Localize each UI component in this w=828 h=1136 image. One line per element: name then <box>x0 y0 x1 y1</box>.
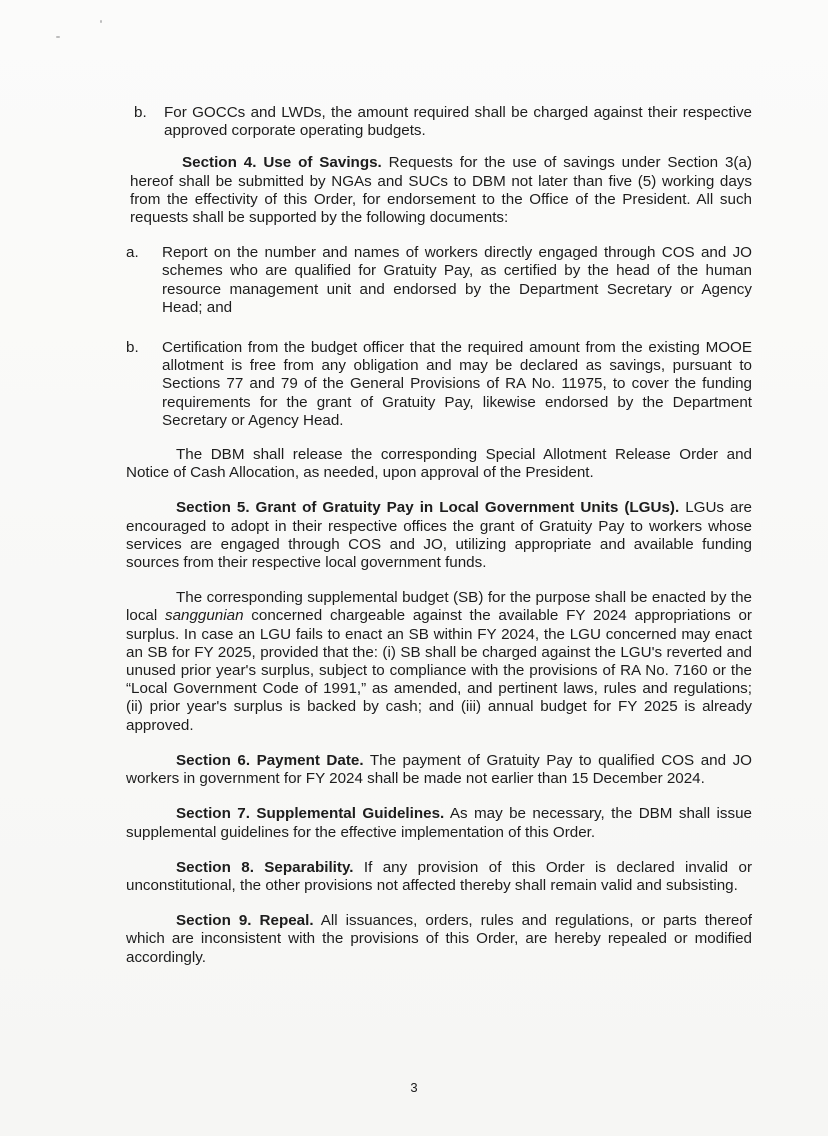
paragraph-text: The corresponding supplemental budget (SB) for the purpose shall be enacted by the local <box>126 589 752 625</box>
supplemental-budget-paragraph <box>126 589 752 735</box>
section-body: As may be necessary, the DBM shall issue supplemental guidelines for the effective implementation of this Order. <box>126 805 752 841</box>
section-body: All issuances, orders, rules and regulations, or parts thereof which are inconsistent with the provisions of this Order, are hereby repealed or modified accordingly. <box>126 912 752 966</box>
list-marker: a. <box>126 244 139 262</box>
section-heading: Section 8. Separability. <box>176 858 354 876</box>
italic-term: sanggunian <box>164 607 244 625</box>
section-5-paragraph <box>126 499 752 572</box>
list-item <box>126 339 752 430</box>
section-6-paragraph <box>126 752 752 788</box>
section-heading: Section 5. Grant of Gratuity Pay in Local Government Units (LGUs). <box>176 499 680 517</box>
section-body: Requests for the use of savings under Section 3(a) hereof shall be submitted by NGAs and SUCs to DBM not later than five (5) working days from the effectivity of this Order, for endorsement to the Office of the President. All such requests shall be supported by the following documents: <box>130 154 752 227</box>
section-body: If any provision of this Order is declared invalid or unconstitutional, the other provisions not affected thereby shall remain valid and subsisting. <box>126 858 753 894</box>
paragraph-text: concerned chargeable against the available FY 2024 appropriations or surplus. In case an LGU fails to enact an SB within FY 2024, the LGU concerned may enact an SB for FY 2025, provided that the: (i) SB shall be charged against the LGU's reverted and unused prior year's surplus, subject to compliance with the provisions of RA No. 7160 or the “Local Government Code of 1991,” as amended, and pertinent laws, rules and regulations; (ii) prior year's surplus is backed by cash; and (iii) annual budget for FY 2025 is already approved. <box>126 607 752 734</box>
section-body: The payment of Gratuity Pay to qualified COS and JO workers in government for FY 2024 shall be made not earlier than 15 December 2024. <box>126 751 752 788</box>
section-heading: Section 6. Payment Date. <box>176 751 364 769</box>
page-number: 3 <box>410 1080 418 1095</box>
list-item <box>126 244 752 317</box>
section-heading: Section 7. Supplemental Guidelines. <box>176 805 445 823</box>
dbm-release-paragraph: The DBM shall release the corresponding Special Allotment Release Order and Notice of Cash Allocation, as needed, upon approval of the President. <box>126 446 752 482</box>
section-heading: Section 9. Repeal. <box>176 912 314 930</box>
list-item-text: For GOCCs and LWDs, the amount required shall be charged against their respective approved corporate operating budgets. <box>164 104 752 140</box>
section-4-paragraph <box>130 154 752 227</box>
section-body: LGUs are encouraged to adopt in their respective offices the grant of Gratuity Pay to workers whose services are engaged through COS and JO, utilizing appropriate and available funding sources from their respective local government funds. <box>126 499 752 572</box>
list-marker: b. <box>126 339 139 357</box>
document-body <box>126 104 752 984</box>
list-marker: b. <box>134 104 147 121</box>
section-8-paragraph <box>126 859 752 895</box>
section-7-paragraph <box>126 805 752 841</box>
scan-speck <box>56 36 60 38</box>
section-9-paragraph <box>126 912 752 967</box>
list-item-text: Report on the number and names of workers directly engaged through COS and JO schemes who are qualified for Gratuity Pay, as certified by the head of the human resource management unit and endorsed by the Department Secretary or Agency Head; and <box>162 244 752 316</box>
section-heading: Section 4. Use of Savings. <box>182 154 382 172</box>
scan-speck <box>100 20 102 23</box>
list-item <box>126 104 752 140</box>
list-item-text: Certification from the budget officer that the required amount from the existing MOOE allotment is free from any obligation and may be declared as savings, pursuant to Sections 77 and 79 of the General Provisions of RA No. 11975, to cover the funding requirements for the grant of Gratuity Pay, likewise endorsed by the Department Secretary or Agency Head. <box>162 339 752 429</box>
